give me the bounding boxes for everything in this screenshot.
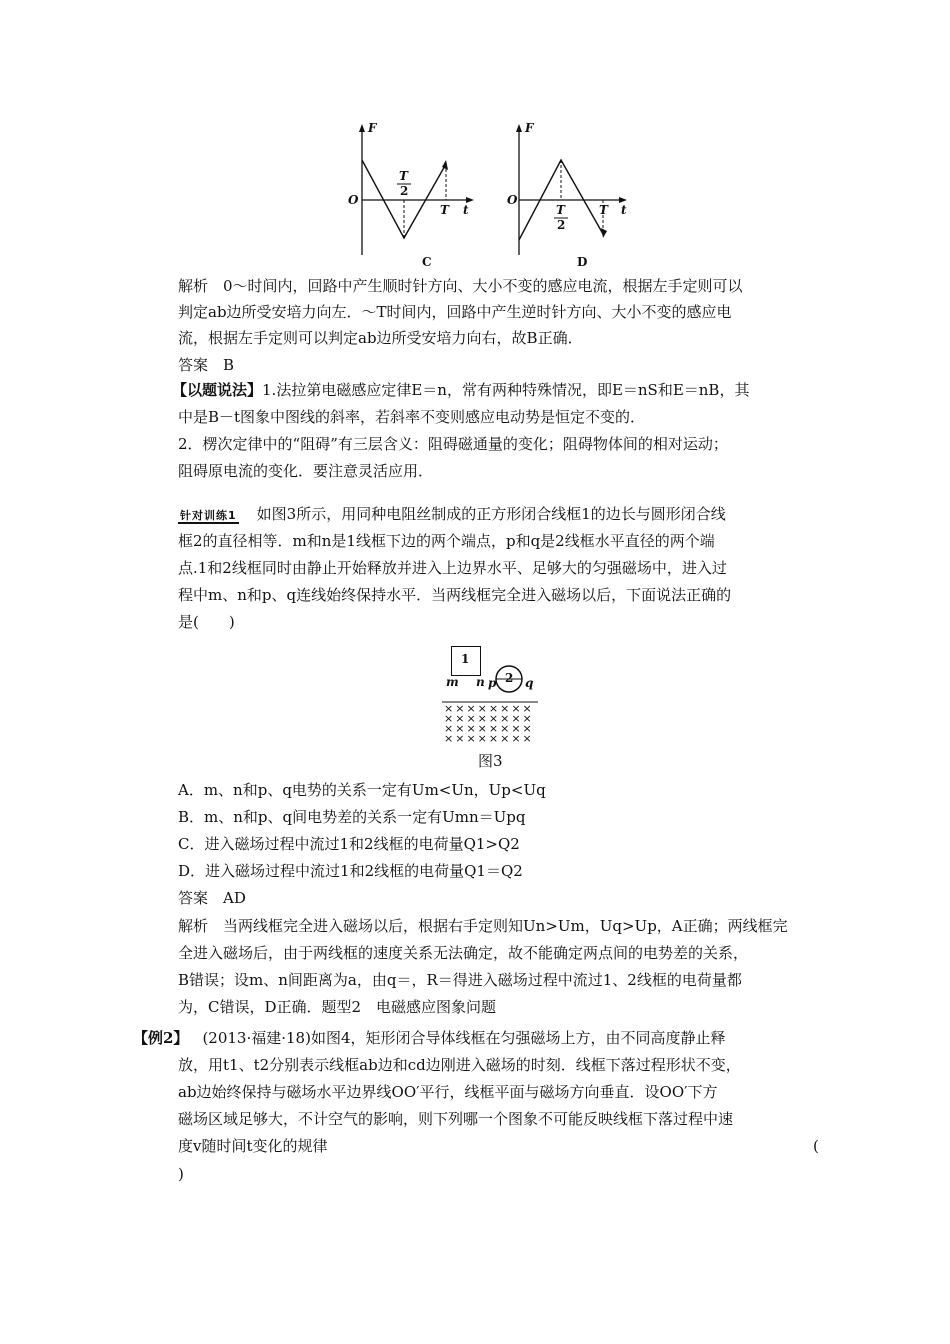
example-line: (2013·福建·18)如图4，矩形闭合导体线框在匀强磁场上方，由不同高度静止释 xyxy=(202,1029,726,1047)
magnetic-field-grid xyxy=(444,704,544,744)
point-m: m xyxy=(446,675,459,689)
graph-c-half-den: 2 xyxy=(400,184,409,198)
graph-d-axis-f: F xyxy=(525,121,534,135)
option-d: D．进入磁场过程中流过1和2线框的电荷量Q1＝Q2 xyxy=(178,862,523,880)
graph-c-axis-t: t xyxy=(463,203,469,217)
point-p: p xyxy=(488,676,497,690)
circle-frame-label: 2 xyxy=(505,671,514,685)
tip-line: 1.法拉第电磁感应定律E＝n，常有两种特殊情况，即E＝nS和E＝nB，其 xyxy=(262,381,750,399)
example-head: 【例2】 xyxy=(133,1029,189,1047)
training-line: 是( ) xyxy=(178,613,235,631)
example-line: 磁场区域足够大，不计空气的影响，则下列哪一个图象不可能反映线框下落过程中速 xyxy=(178,1110,734,1128)
field-row: ×××××××× xyxy=(444,732,534,745)
graph-c-axis-f: F xyxy=(368,121,377,135)
training-line: 如图3所示，用同种电阻丝制成的正方形闭合线框1的边长与圆形闭合线 xyxy=(256,505,726,523)
field-row: ×××××××× xyxy=(444,722,534,735)
tip-line: 中是B－t图象中图线的斜率，若斜率不变则感应电动势是恒定不变的． xyxy=(178,408,646,426)
graph-d-label: D xyxy=(577,255,588,269)
tip-head: 【以题说法】 xyxy=(172,381,263,399)
graph-d-half-num: T xyxy=(556,203,565,217)
analysis-2-line: B错误；设m、n间距离为a，由q＝，R＝得进入磁场过程中流过1、2线框的电荷量都 xyxy=(178,971,742,989)
option-c: C．进入磁场过程中流过1和2线框的电荷量Q1>Q2 xyxy=(178,835,520,853)
training-tag: 针对训练1 xyxy=(180,509,237,522)
field-row: ×××××××× xyxy=(444,702,534,715)
graph-c-half-num: T xyxy=(399,169,408,183)
answer-2: 答案 AD xyxy=(178,889,246,907)
example-line: ab边始终保持与磁场水平边界线OO′平行，线框平面与磁场方向垂直．设OO′下方 xyxy=(178,1083,718,1101)
graph-d-half-den: 2 xyxy=(557,218,566,232)
analysis-2-line: 解析 当两线框完全进入磁场以后，根据右手定则知Un>Um，Uq>Up，A正确；两线框完 xyxy=(178,917,788,935)
field-row: ×××××××× xyxy=(444,712,534,725)
square-frame-label: 1 xyxy=(461,652,470,666)
point-n: n xyxy=(476,675,485,689)
graph-d xyxy=(495,120,645,270)
option-b: B．m、n和p、q间电势差的关系一定有Umn＝Upq xyxy=(178,808,526,826)
training-line: 框2的直径相等．m和n是1线框下边的两个端点，p和q是2线框水平直径的两个端 xyxy=(178,532,715,550)
analysis-1-line: 判定ab边所受安培力向左．～T时间内，回路中产生逆时针方向、大小不变的感应电 xyxy=(178,303,732,321)
graph-c-label: C xyxy=(422,255,432,269)
figure-3 xyxy=(440,646,550,771)
example-line: 度v随时间t变化的规律 xyxy=(178,1137,328,1155)
tip-line: 阻碍原电流的变化．要注意灵活应用． xyxy=(178,462,434,480)
graph-d-axis-t: t xyxy=(621,203,627,217)
figure-3-caption: 图3 xyxy=(478,752,503,770)
graph-d-period: T xyxy=(599,203,608,217)
training-line: 程中m、n和p、q连线始终保持水平．当两线框完全进入磁场以后，下面说法正确的 xyxy=(178,586,732,604)
analysis-1-line: 流，根据左手定则可以判定ab边所受安培力向右，故B正确． xyxy=(178,329,583,347)
example-line: 放，用t1、t2分别表示线框ab边和cd边刚进入磁场的时刻．线框下落过程形状不变， xyxy=(178,1056,741,1074)
graph-d-origin: O xyxy=(507,193,518,207)
training-line: 点.1和2线框同时由静止开始释放并进入上边界水平、足够大的匀强磁场中，进入过 xyxy=(178,559,727,577)
tip-line: 2．楞次定律中的“阻碍”有三层含义：阻碍磁通量的变化；阻碍物体间的相对运动； xyxy=(178,435,728,453)
answer-paren-open: ( xyxy=(813,1137,819,1155)
option-a: A．m、n和p、q电势的关系一定有Um<Un，Up<Uq xyxy=(178,781,546,799)
point-q: q xyxy=(525,676,534,690)
answer-paren-close: ) xyxy=(178,1165,184,1183)
analysis-2-line: 全进入磁场后，由于两线框的速度关系无法确定，故不能确定两点间的电势差的关系， xyxy=(178,944,749,962)
answer-1: 答案 B xyxy=(178,356,235,374)
graph-c-origin: O xyxy=(348,193,359,207)
graph-d-svg xyxy=(495,120,645,270)
analysis-1-line: 解析 0～时间内，回路中产生顺时针方向、大小不变的感应电流，根据左手定则可以 xyxy=(178,277,743,295)
analysis-2-line: 为，C错误，D正确．题型2 电磁感应图象问题 xyxy=(178,998,497,1016)
graph-c-period: T xyxy=(440,203,449,217)
graph-c xyxy=(330,120,480,270)
